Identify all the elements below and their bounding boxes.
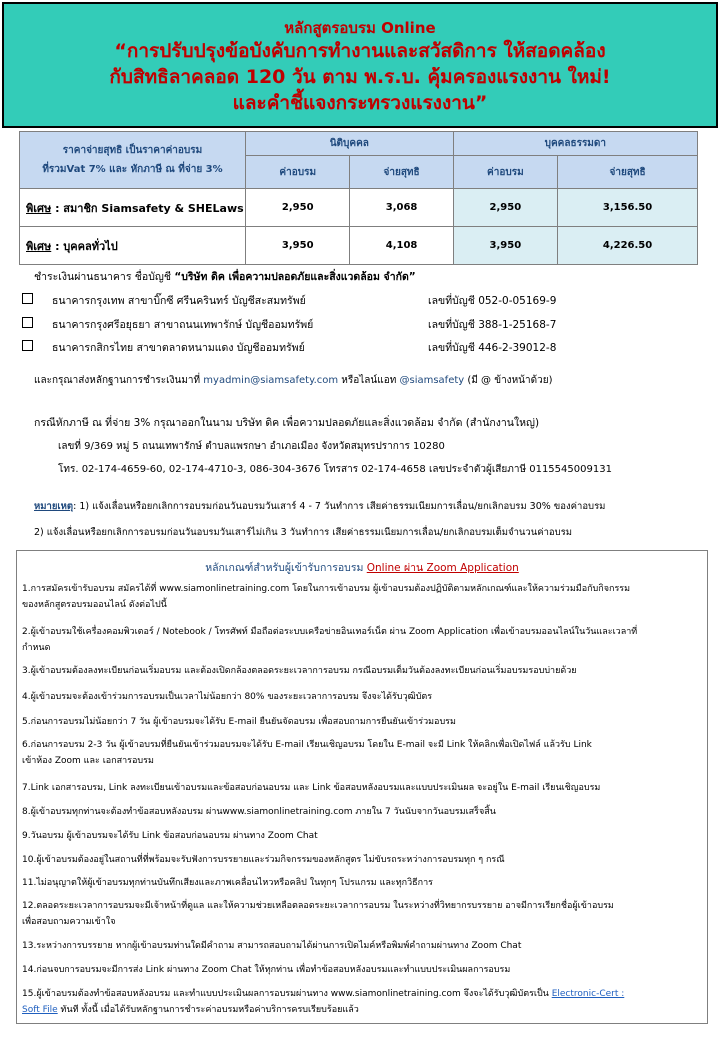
list-item: 7.Link เอกสารอบรม, Link ลงทะเบียนเข้าอบรมและข้อสอบก่อนอบรม และ Link ข้อสอบหลังอบรมและแบบประเมินผล จะอยู่ใน E-mail เรียนเชิญอบรม (22, 783, 601, 793)
course-header (2, 2, 718, 128)
list-item: 9.วันอบรม ผู้เข้าอบรมจะได้รับ Link ข้อสอบก่อนอบรม ผ่านทาง Zoom Chat (22, 831, 318, 841)
course-type: หลักสูตรอบรม Online (284, 19, 436, 37)
list-item: 11.ไม่อนุญาตให้ผู้เข้าอบรมทุกท่านบันทึกเสียงและภาพเคลื่อนไหวหรือคลิป ในทุกๆ โปรแกรม และทุกวิธีการ (22, 878, 433, 888)
tax-note: กรณีหักภาษี ณ ที่จ่าย 3% กรุณาออกในนาม บริษัท ดิค เพื่อความปลอดภัยและสิ่งแวดล้อม จำกัด (สำนักงานใหญ่) (34, 417, 540, 429)
col-fee-1: ค่าอบรม (246, 156, 350, 189)
list-item: 6.ก่อนการอบรม 2-3 วัน ผู้เข้าอบรมที่ยืนยันเข้าร่วมอบรมจะได้รับ E-mail เรียนเชิญอบรม โดยใน E-mail จะมี Link ให้คลิกเพื่อเปิดไฟล์ แล้วรับ Link เข้าห้อง Zoom และ เอกสารอบรม (22, 740, 592, 766)
course-title-line2: กับสิทธิลาคลอด 120 วัน ตาม พ.ร.บ. คุ้มครองแรงงาน ใหม่! (109, 66, 611, 88)
company-address: เลขที่ 9/369 หมู่ 5 ถนนเทพารักษ์ ตำบลแพรกษา อำเภอเมือง จังหวัดสมุทรปราการ 10280 (58, 441, 445, 452)
course-title-line1: “การปรับปรุงข้อบังคับการทำงานและสวัสดิการ ให้สอดคล้อง (114, 40, 606, 62)
list-item: 12.ตลอดระยะเวลาการอบรมจะมีเจ้าหน้าที่ดูแล และให้ความช่วยเหลือตลอดระยะเวลาการอบรม ในระหว่างที่วิทยากรบรรยาย อาจมีการเรียกชื่อผู้เข้าอบรม เพื่อสอบถามความเข้าใจ (22, 901, 614, 927)
cell-value: 4,226.50 (558, 227, 698, 265)
list-item: 14.ก่อนจบการอบรมจะมีการส่ง Link ผ่านทาง Zoom Chat ให้ทุกท่าน เพื่อทำข้อสอบหลังอบรมและทำแบบประเมินผลการอบรม (22, 965, 511, 975)
list-item: 2.ผู้เข้าอบรมใช้เครื่องคอมพิวเตอร์ / Notebook / โทรศัพท์ มือถือต่อระบบเครือข่ายอินเทอร์เน็ต ผ่าน Zoom Application เพื่อเข้าอบรมออนไลน์ในวันและเวลาที่ กำหนด (22, 627, 638, 653)
col-group-individual: บุคคลธรรมดา (453, 132, 697, 156)
remark-heading: หมายเหตุ (34, 501, 74, 512)
payment-title: ชำระเงินผ่านธนาคาร ชื่อบัญชี “บริษัท ดิค เพื่อความปลอดภัยและสิ่งแวดล้อม จำกัด” (34, 271, 416, 283)
bank-item (22, 292, 642, 312)
row-label: พิเศษ : บุคคลทั่วไป (20, 227, 246, 265)
list-item: 1.การสมัครเข้ารับอบรม สมัครได้ที่ www.siamonlinetraining.com โดยในการเข้าอบรม ผู้เข้าอบรมต้องปฏิบัติตามหลักเกณฑ์และให้ความร่วมมือกับกิจกรรม ของหลักสูตรอบรมออนไลน์ ดังต่อไปนี้ (22, 584, 631, 610)
bank-account: เลขที่บัญชี 446-2-39012-8 (428, 342, 557, 354)
company-contact: โทร. 02-174-4659-60, 02-174-4710-3, 086-304-3676 โทรสาร 02-174-4658 เลขประจำตัวผู้เสียภาษี 0115545009131 (58, 464, 612, 475)
list-item: 4.ผู้เข้าอบรมจะต้องเข้าร่วมการอบรมเป็นเวลาไม่น้อยกว่า 80% ของระยะเวลาการอบรม จึงจะได้รับวุฒิบัตร (22, 692, 433, 702)
remark-2: 2) แจ้งเลื่อนหรือยกเลิกการอบรมก่อนวันอบรมวันเสาร์ไม่เกิน 3 วันทำการ เสียค่าธรรมเนียมการเลื่อน/ยกเลิกอบรมเต็มจำนวนค่าอบรม (34, 527, 573, 538)
price-table (19, 131, 698, 265)
bank-account: เลขที่บัญชี 388-1-25168-7 (428, 319, 557, 331)
account-name: “บริษัท ดิค เพื่อความปลอดภัยและสิ่งแวดล้อม จำกัด” (174, 271, 416, 283)
price-table-corner: ราคาจ่ายสุทธิ เป็นราคาค่าอบรม ที่รวมVat 7% และ หักภาษี ณ ที่จ่าย 3% (20, 132, 246, 189)
cell-value: 3,156.50 (558, 189, 698, 227)
bank-item (22, 316, 642, 336)
bank-name: ธนาคารกรุงศรีอยุธยา สาขาถนนเทพารักษ์ บัญชีออมทรัพย์ (52, 319, 314, 331)
send-proof-note: และกรุณาส่งหลักฐานการชำระเงินมาที่ myadmin@siamsafety.com หรือไลน์แอท @siamsafety (มี @ ข้างหน้าด้วย) (34, 375, 553, 386)
table-row (20, 227, 698, 265)
bank-item (22, 339, 642, 359)
row-label: พิเศษ : สมาชิก Siamsafety & SHELaws (20, 189, 246, 227)
course-title-line3: และคำชี้แจงกระทรวงแรงงาน” (232, 92, 488, 114)
criteria-box (16, 550, 708, 1024)
checkbox-icon (22, 293, 33, 304)
e-cert-link[interactable]: Electronic-Cert : (551, 989, 625, 999)
col-net-2: จ่ายสุทธิ (558, 156, 698, 189)
cell-value: 2,950 (246, 189, 350, 227)
contact-email[interactable]: myadmin@siamsafety.com (203, 375, 339, 386)
line-id: @siamsafety (399, 375, 465, 386)
cell-value: 2,950 (453, 189, 557, 227)
table-row (20, 189, 698, 227)
checkbox-icon (22, 340, 33, 351)
list-item: 13.ระหว่างการบรรยาย หากผู้เข้าอบรมท่านใดมีคำถาม สามารถสอบถามได้ผ่านการเปิดไมค์หรือพิมพ์คำถามผ่านทาง Zoom Chat (22, 941, 522, 951)
cell-value: 3,068 (350, 189, 453, 227)
list-item: 15.ผู้เข้าอบรมต้องทำข้อสอบหลังอบรม และทำแบบประเมินผลการอบรมผ่านทาง www.siamonlinetraining.com จึงจะได้รับวุฒิบัตรเป็น Electronic-Cert : Soft File ทันที ทั้งนี้ เมื่อได้รับหลักฐานการชำระค่าอบรมหรือค่าบริการครบเรียบร้อยแล้ว (22, 989, 625, 1015)
bank-account: เลขที่บัญชี 052-0-05169-9 (428, 295, 557, 307)
list-item: 8.ผู้เข้าอบรมทุกท่านจะต้องทำข้อสอบหลังอบรม ผ่านwww.siamonlinetraining.com ภายใน 7 วันนับจากวันอบรมเสร็จสิ้น (22, 807, 496, 817)
col-net-1: จ่ายสุทธิ (350, 156, 453, 189)
payment-info (34, 268, 694, 286)
checkbox-icon (22, 317, 33, 328)
cell-value: 3,950 (453, 227, 557, 265)
list-item: 5.ก่อนการอบรมไม่น้อยกว่า 7 วัน ผู้เข้าอบรมจะได้รับ E-mail ยืนยันจัดอบรม เพื่อสอบถามการยืนยันเข้าร่วมอบรม (22, 717, 456, 727)
col-fee-2: ค่าอบรม (453, 156, 557, 189)
remark-1: หมายเหตุ: 1) แจ้งเลื่อนหรือยกเลิกการอบรมก่อนวันอบรมวันเสาร์ 4 - 7 วันทำการ เสียค่าธรรมเนียมการเลื่อน/ยกเลิกอบรม 30% ของค่าอบรม (34, 501, 606, 512)
soft-file-link[interactable]: Soft File (22, 1005, 58, 1015)
cell-value: 3,950 (246, 227, 350, 265)
list-item: 10.ผู้เข้าอบรมต้องอยู่ในสถานที่ที่พร้อมจะรับฟังการบรรยายและร่วมกิจกรรมของหลักสูตร ไม่ขับรถระหว่างการอบรมทุก ๆ กรณี (22, 855, 505, 865)
col-group-juristic: นิติบุคคล (246, 132, 454, 156)
list-item: 3.ผู้เข้าอบรมต้องลงทะเบียนก่อนเริ่มอบรม และต้องเปิดกล้องตลอดระยะเวลาการอบรม กรณีอบรมเต็มวันต้องลงทะเบียนก่อนเริ่มอบรมรอบบ่ายด้วย (22, 666, 577, 676)
bank-name: ธนาคารกสิกรไทย สาขาตลาดหนามแดง บัญชีออมทรัพย์ (52, 342, 305, 354)
bank-name: ธนาคารกรุงเทพ สาขาบิ๊กซี ศรีนครินทร์ บัญชีสะสมทรัพย์ (52, 295, 306, 307)
cell-value: 4,108 (350, 227, 453, 265)
criteria-title: หลักเกณฑ์สำหรับผู้เข้ารับการอบรม Online ผ่าน Zoom Application (205, 562, 519, 574)
